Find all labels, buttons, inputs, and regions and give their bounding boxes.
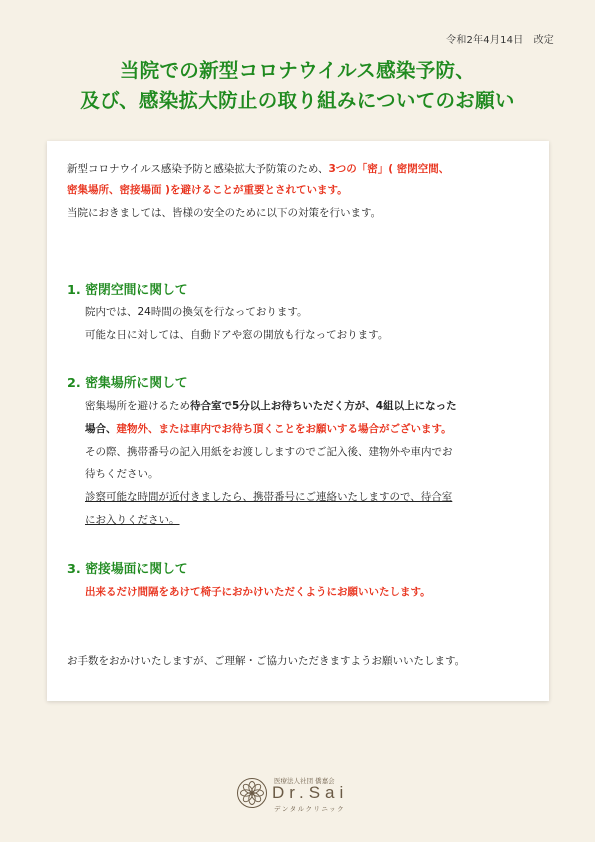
section-2-line-6: にお入りください。: [85, 514, 180, 526]
page-title: [0, 56, 595, 116]
section-2-line-3: その際、携帯番号の記入用紙をお渡ししますのでご記入後、建物外や車内でお: [85, 446, 453, 458]
clinic-logo: [236, 775, 376, 815]
section-2-line-2: [85, 419, 452, 440]
logo-subtitle: デンタルクリニック: [274, 805, 346, 813]
section-3-heading: 3. 密接場面に関して: [67, 562, 188, 577]
title-line-1: 当院での新型コロナウイルス感染予防、: [119, 59, 476, 82]
logo-name: Dr.Sai: [272, 783, 349, 802]
closing-text: お手数をおかけいたしますが、ご理解・ご協力いただきますようお願いいたします。: [67, 655, 466, 667]
section-1-line-1: 院内では、24時間の換気を行なっております。: [85, 306, 308, 318]
section-2-heading: 2. 密集場所に関して: [67, 376, 188, 391]
intro-text: 新型コロナウイルス感染予防と感染拡大予防策のため、: [67, 163, 329, 175]
section-1-heading: 1. 密閉空間に関して: [67, 283, 188, 298]
notice-card: [47, 141, 549, 701]
section-2-text: 密集場所を避けるため: [85, 400, 190, 412]
logo-organization: 医療法人社団 僑嘉会: [274, 777, 335, 785]
revision-date: 令和2年4月14日 改定: [446, 35, 554, 46]
section-2-highlight: 建物外、または車内でお待ち頂くことをお願いする場合がございます。: [116, 423, 452, 435]
intro-highlight: 3つの「密」( 密閉空間、: [328, 163, 450, 175]
intro-line-3: 当院におきましては、皆様の安全のために以下の対策を行います。: [67, 207, 382, 219]
section-1-line-2: 可能な日に対しては、自動ドアや窓の開放も行なっております。: [85, 329, 389, 341]
intro-line-1: [67, 159, 449, 180]
title-line-2: 及び、感染拡大防止の取り組みについてのお願い: [80, 89, 515, 112]
section-2-bold: 待合室で5分以上お待ちいただく方が、4組以上になった: [190, 400, 457, 412]
section-2-line-4: 待ちください。: [85, 468, 159, 480]
section-2-line-5: 診察可能な時間が近付きましたら、携帯番号にご連絡いたしますので、待合室: [85, 491, 453, 503]
section-2-line-1: [85, 396, 457, 417]
intro-line-2: 密集場所、密接場面 )を避けることが重要とされています。: [67, 184, 348, 196]
section-2-bold-2: 場合、: [85, 423, 117, 435]
section-3-line: 出来るだけ間隔をあけて椅子におかけいただくようにお願いいたします。: [85, 586, 431, 598]
clinic-emblem-icon: [236, 777, 268, 809]
